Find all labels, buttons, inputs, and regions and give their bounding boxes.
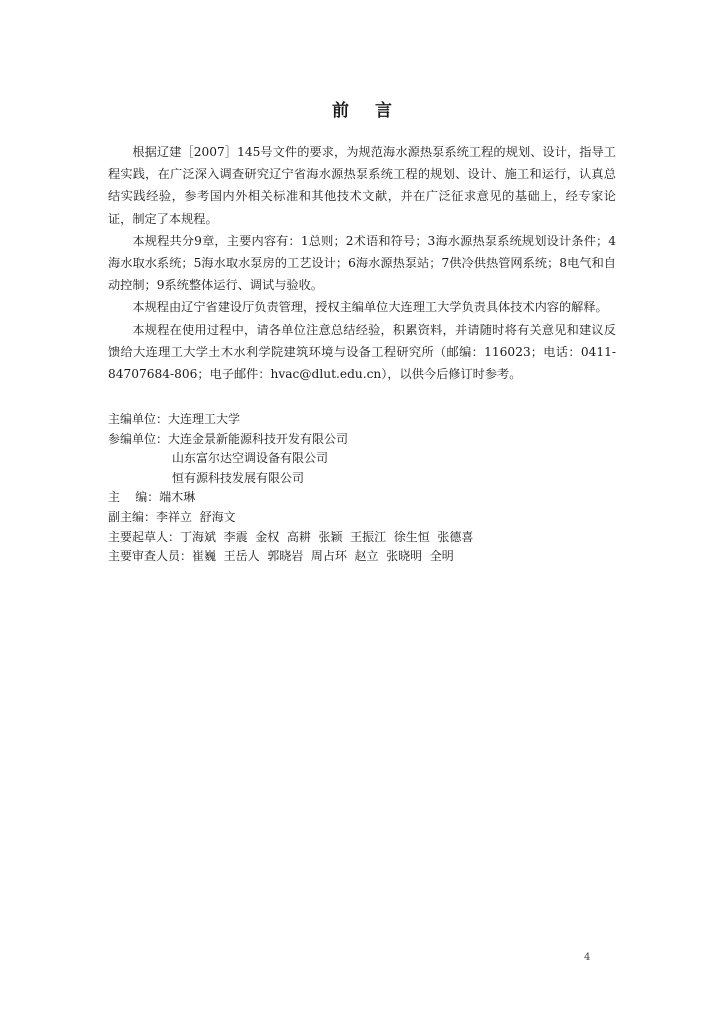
page-title: 前言 <box>332 101 418 121</box>
preface-paragraph-1: 根据辽建［2007］145号文件的要求，为规范海水源热泵系统工程的规划、设计，指导工程实践，在广泛深入调查研究辽宁省海水源热泵系统工程的规划、设计、施工和运行，认真总结实践经验，参考国内外相关标准和其他技术文献，并在广泛征求意见的基础上，经专家论证，制定了本规程。 <box>108 145 616 226</box>
drafters-line: 主要起草人：丁海斌 李震 金权 高耕 张颖 王振江 徐生恒 张德喜 <box>108 529 474 544</box>
participating-unit-line-1: 参编单位：大连金景新能源科技开发有限公司 <box>108 431 349 446</box>
participating-unit-line-2 <box>108 449 473 469</box>
deputy-editors-line: 副主编：李祥立 舒海文 <box>108 509 236 524</box>
preface-paragraph-2: 本规程共分9章，主要内容有：1总则；2术语和符号；3海水源热泵系统规划设计条件；4海水取水系统；5海水取水泵房的工艺设计；6海水源热泵站；7供冷供热管网系统；8电气和自动控制；9系统整体运行、调试与验收。 <box>108 233 616 293</box>
credits-block <box>108 410 473 567</box>
reviewers-line: 主要审查人员：崔巍 王岳人 郭晓岩 周占环 赵立 张晓明 全明 <box>108 549 454 564</box>
preface-paragraph-4: 本规程在使用过程中，请各单位注意总结经验，积累资料，并请随时将有关意见和建议反馈给大连理工大学土木水利学院建筑环境与设备工程研究所（邮编：116023；电话：0411-84707684-806；电子邮件：hvac@dlut.edu.cn），以供今后修订时参考。 <box>108 322 616 382</box>
participating-unit-line-3 <box>108 469 473 489</box>
preface-paragraph-3: 本规程由辽宁省建设厅负责管理，授权主编单位大连理工大学负责具体技术内容的解释。 <box>132 300 608 315</box>
chief-unit-line: 主编单位：大连理工大学 <box>108 412 241 426</box>
chief-editor-line: 主 编：端木琳 <box>108 490 196 505</box>
participating-unit-3: 恒有源科技发展有限公司 <box>172 470 305 485</box>
preface-body <box>108 141 616 385</box>
participating-unit-2: 山东富尔达空调设备有限公司 <box>172 451 329 466</box>
page-number: 4 <box>584 952 591 963</box>
